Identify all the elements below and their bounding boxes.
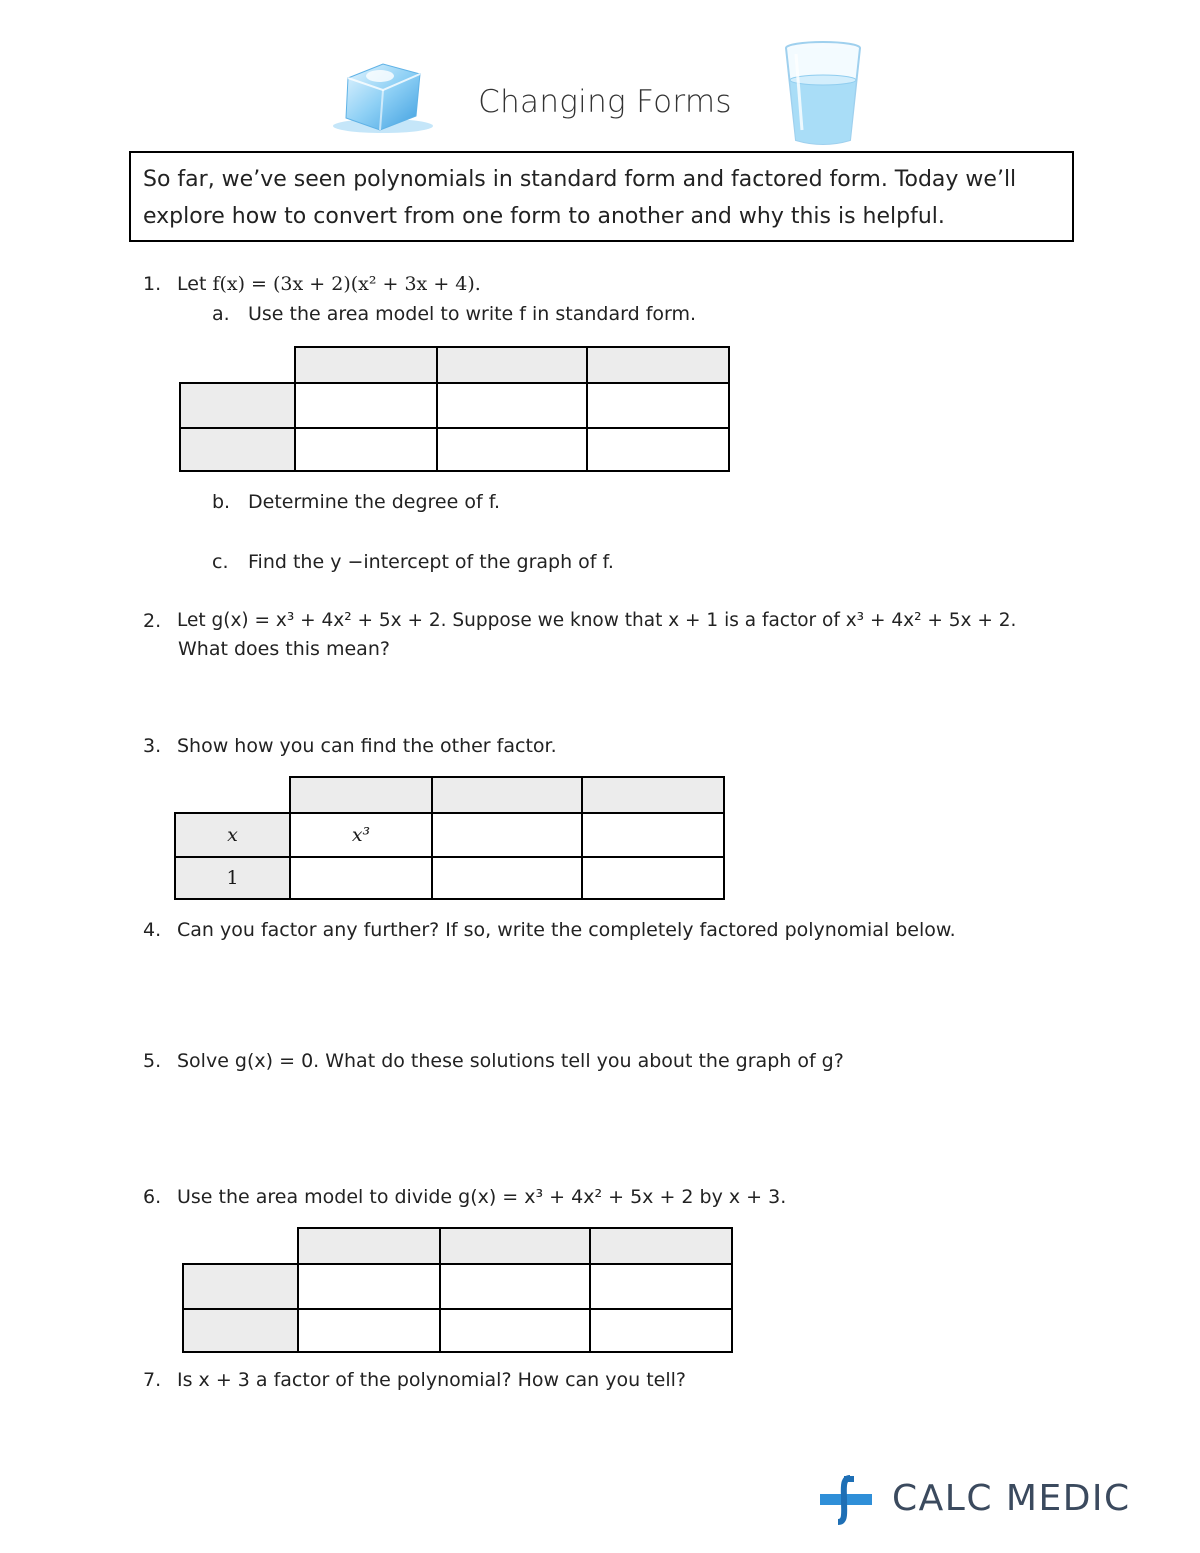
area-model-cell[interactable] xyxy=(582,813,724,857)
area-model-row-label[interactable] xyxy=(183,1264,298,1309)
question-1b-text: Determine the degree of f. xyxy=(248,491,501,513)
area-model-table-6 xyxy=(182,1227,733,1353)
question-3 xyxy=(143,735,557,757)
area-model-header-cell[interactable] xyxy=(440,1228,590,1264)
question-2-text: Let g(x) = x³ + 4x² + 5x + 2. Suppose we know that x + 1 is a factor of x³ + 4x² + 5x + 2. xyxy=(177,610,1017,631)
area-model-corner xyxy=(180,347,295,383)
area-model-cell[interactable] xyxy=(437,428,587,471)
area-model-row-label[interactable] xyxy=(180,383,295,428)
area-model-table-1 xyxy=(179,346,730,472)
area-model-cell[interactable] xyxy=(295,383,437,428)
brand-name: CALC MEDIC xyxy=(892,1478,1131,1519)
area-model-cell[interactable] xyxy=(295,428,437,471)
area-model-cell[interactable] xyxy=(590,1264,732,1309)
question-1c-text: Find the y −intercept of the graph of f. xyxy=(248,551,614,573)
area-model-header-cell[interactable] xyxy=(437,347,587,383)
question-3-text: Show how you can find the other factor. xyxy=(177,735,557,757)
question-1b xyxy=(212,491,501,513)
area-model-cell[interactable] xyxy=(298,1264,440,1309)
question-1a xyxy=(212,303,697,325)
question-1a-text: Use the area model to write f in standard form. xyxy=(248,303,697,325)
area-model-cell[interactable] xyxy=(298,1309,440,1352)
area-model-cell[interactable] xyxy=(440,1264,590,1309)
question-7-number: 7. xyxy=(143,1369,162,1391)
question-2 xyxy=(143,610,1017,632)
question-4-text: Can you factor any further? If so, write the completely factored polynomial below. xyxy=(177,919,956,941)
area-model-table-3 xyxy=(174,776,725,900)
question-1c xyxy=(212,551,614,573)
area-model-cell[interactable] xyxy=(587,383,729,428)
question-5-text: Solve g(x) = 0. What do these solutions tell you about the graph of g? xyxy=(177,1050,844,1072)
calc-medic-logo-icon xyxy=(820,1474,872,1526)
question-1b-label: b. xyxy=(212,491,231,513)
question-1-number: 1. xyxy=(143,273,162,295)
question-2-number: 2. xyxy=(143,610,162,632)
area-model-cell[interactable] xyxy=(590,1309,732,1352)
question-6 xyxy=(143,1186,787,1208)
area-model-header-cell[interactable] xyxy=(432,777,582,813)
question-7-text: Is x + 3 a factor of the polynomial? How can you tell? xyxy=(177,1369,686,1391)
area-model-header-cell[interactable] xyxy=(590,1228,732,1264)
area-model-header-cell[interactable] xyxy=(582,777,724,813)
area-model-cell[interactable] xyxy=(587,428,729,471)
question-1 xyxy=(143,273,481,295)
area-model-cell[interactable] xyxy=(432,857,582,899)
intro-text: So far, we’ve seen polynomials in standard form and factored form. Today we’ll explore how to convert from one form to another and why this is helpful. xyxy=(143,167,1017,229)
area-model-cell[interactable] xyxy=(290,857,432,899)
question-4 xyxy=(143,919,956,941)
area-model-cell[interactable] xyxy=(437,383,587,428)
area-model-row-label-x: x xyxy=(175,813,290,857)
area-model-header-cell[interactable] xyxy=(298,1228,440,1264)
question-1c-label: c. xyxy=(212,551,229,573)
area-model-corner xyxy=(183,1228,298,1264)
question-6-text: Use the area model to divide g(x) = x³ + 4x² + 5x + 2 by x + 3. xyxy=(177,1186,787,1208)
area-model-header-cell[interactable] xyxy=(295,347,437,383)
question-7 xyxy=(143,1369,686,1391)
page-title: Changing Forms xyxy=(478,84,732,120)
area-model-cell-x-cubed[interactable]: x³ xyxy=(290,813,432,857)
question-3-number: 3. xyxy=(143,735,162,757)
area-model-row-label[interactable] xyxy=(183,1309,298,1352)
question-5-number: 5. xyxy=(143,1050,162,1072)
area-model-cell[interactable] xyxy=(582,857,724,899)
area-model-header-cell[interactable] xyxy=(290,777,432,813)
area-model-row-label-1: 1 xyxy=(175,857,290,899)
intro-box xyxy=(129,151,1074,242)
area-model-corner xyxy=(175,777,290,813)
question-1-text: Let xyxy=(177,273,213,295)
question-4-number: 4. xyxy=(143,919,162,941)
area-model-row-label[interactable] xyxy=(180,428,295,471)
question-5 xyxy=(143,1050,844,1072)
question-2-line2: What does this mean? xyxy=(178,638,390,660)
area-model-header-cell[interactable] xyxy=(587,347,729,383)
question-1-function: f(x) = (3x + 2)(x² + 3x + 4). xyxy=(212,273,481,295)
area-model-cell[interactable] xyxy=(432,813,582,857)
question-6-number: 6. xyxy=(143,1186,162,1208)
question-1a-label: a. xyxy=(212,303,230,325)
area-model-cell[interactable] xyxy=(440,1309,590,1352)
